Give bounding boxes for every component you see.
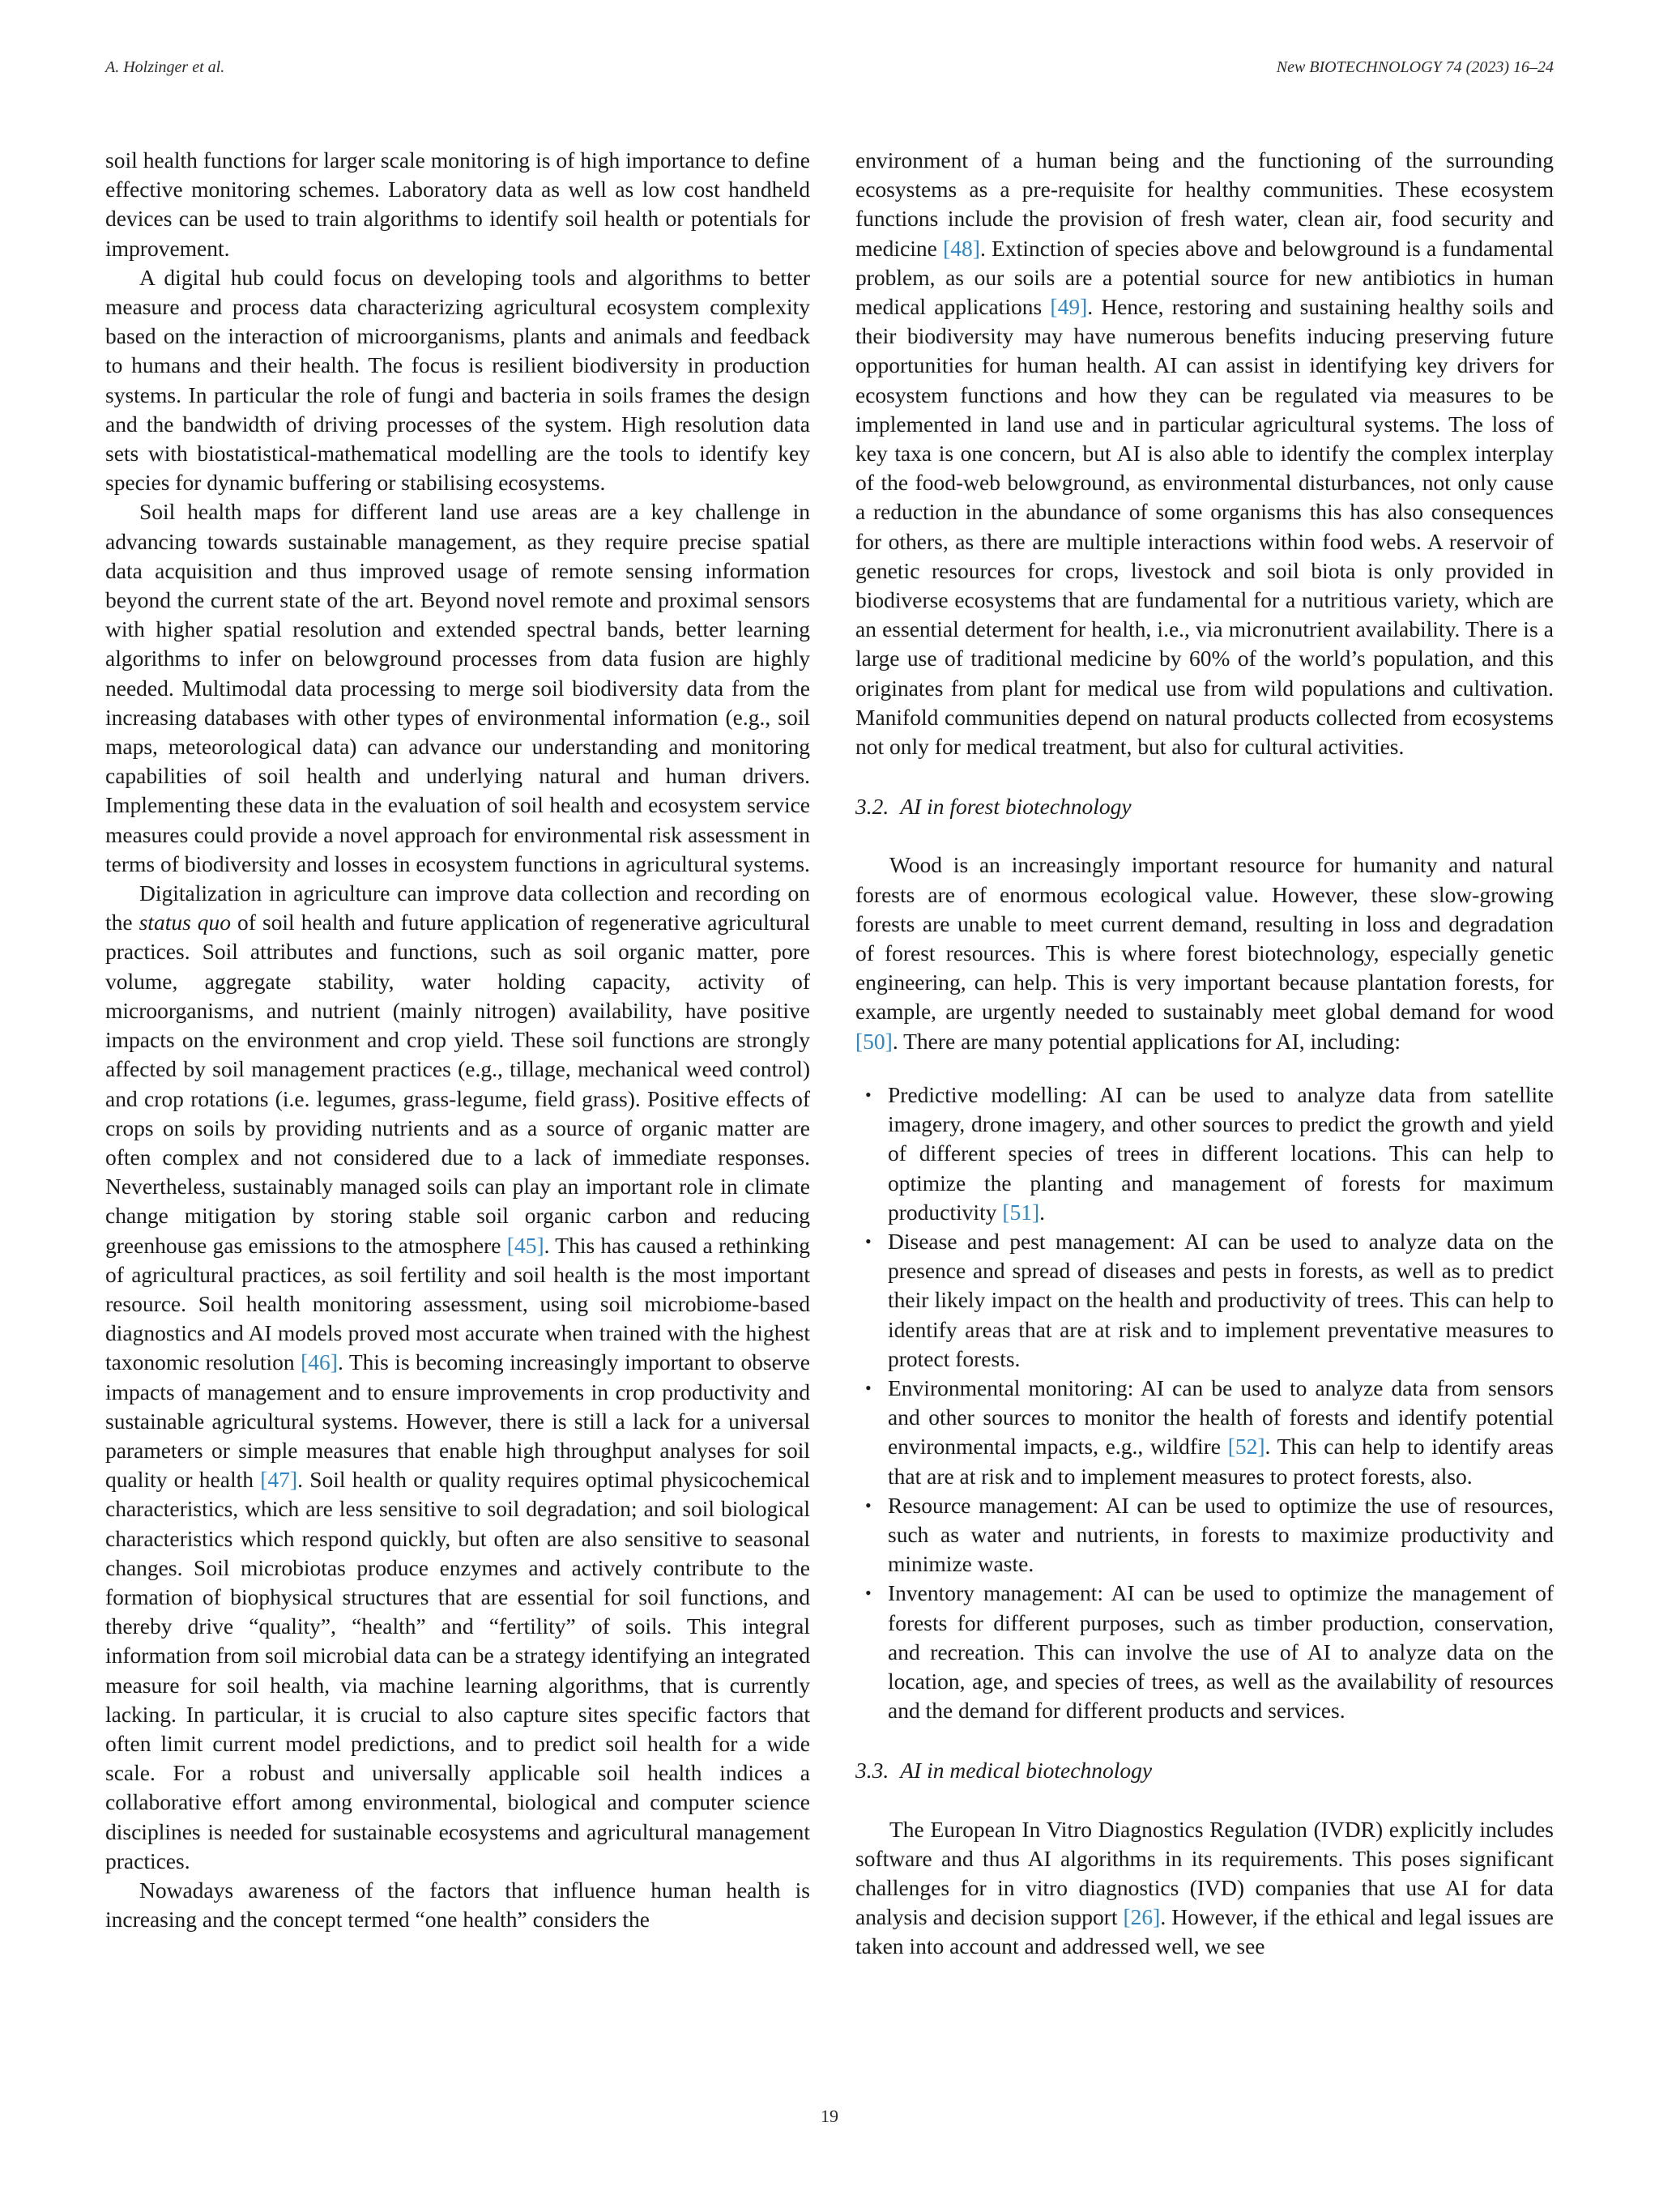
list-item-text: . This can help to identify areas that are at risk and to implement measures to protect forests, also. [888, 1434, 1554, 1489]
list-item-text: Disease and pest management: AI can be used to analyze data on the presence and spread of diseases and pests in forests, as well as to predict their likely impact on the health and productivity of trees. This can help to identify areas that are at risk and to implement preventative measures to protect forests. [888, 1228, 1554, 1371]
paragraph-text: Wood is an increasingly important resource for humanity and natural forests are of enormous ecological value. However, these slow-growing forests are unable to meet current demand, resulting in loss and degradation of forest resources. This is where forest biotechnology, especially genetic engineering, can help. This is very important because plantation forests, for example, are urgently needed to sustainably meet global demand for wood [855, 852, 1554, 1025]
list-item-text: Predictive modelling: AI can be used to analyze data from satellite imagery, drone imagery, and other sources to predict the growth and yield of different species of trees in different locations. This can help to optimize the planting and management of forests for maximum productivity [888, 1081, 1554, 1225]
emphasis-status-quo: status quo [139, 910, 232, 936]
bullet-icon: • [865, 1583, 872, 1604]
bullet-icon: • [865, 1494, 872, 1515]
section-number: 3.2. [855, 794, 889, 820]
bullet-list [855, 1080, 1554, 1725]
citation-link[interactable]: [49] [1050, 294, 1088, 320]
paragraph-text: . However, if the ethical and legal issues are taken into account and addressed well, we see [855, 1904, 1554, 1959]
list-item [855, 1579, 1554, 1725]
paragraph: A digital hub could focus on developing tools and algorithms to better measure and process data characterizing agricultural ecosystem complexity based on the interaction of microorganisms, plants and animals and feedback to humans and their health. The focus is resilient biodiversity in production systems. In particular the role of fungi and bacteria in soils frames the design and the bandwidth of driving processes of the system. High resolution data sets with biostatistical-mathematical modelling are the tools to identify key species for dynamic buffering or stabilising ecosystems. [105, 264, 810, 496]
citation-link[interactable]: [48] [943, 235, 980, 261]
citation-link[interactable]: [52] [1227, 1434, 1265, 1460]
list-item [855, 1080, 1554, 1227]
paragraph: Soil health maps for different land use areas are a key challenge in advancing towards sustainable management, as they require precise spatial data acquisition and thus improved usage of remote sensing information beyond the current state of the art. Beyond novel remote and proximal sensors with higher spatial resolution and extended spectral bands, better learning algorithms to infer on belowground processes from data fusion are highly needed. Multimodal data processing to merge soil biodiversity data from the increasing databases with other types of environmental information (e.g., soil maps, meteorological data) can advance our understanding and monitoring capabilities of soil health and underlying natural and human drivers. Implementing these data in the evaluation of soil health and ecosystem service measures could provide a novel approach for environmental risk assessment in terms of biodiversity and losses in ecosystem functions in agricultural systems. [105, 499, 810, 876]
list-item [855, 1227, 1554, 1374]
paragraph-text: Digitalization in agriculture can improve data collection and recording on the [105, 880, 810, 936]
header-journal: New BIOTECHNOLOGY 74 (2023) 16–24 [1276, 58, 1554, 76]
section-heading-3-3 [855, 1756, 1554, 1785]
list-item-text: Environmental monitoring: AI can be used to analyze data from sensors and other sources to monitor the health of forests and identify potential environmental impacts, e.g., wildfire [888, 1375, 1554, 1460]
paragraph-text: . There are many potential applications for AI, including: [892, 1028, 1401, 1054]
citation-link[interactable]: [45] [506, 1232, 544, 1258]
list-item-text: Inventory management: AI can be used to optimize the management of forests for different purposes, such as timber production, conservation, and recreation. This can involve the use of AI to analyze data on the location, age, and species of trees, as well as the availability of resources and the demand for different products and services. [888, 1580, 1554, 1724]
list-item [855, 1374, 1554, 1491]
right-column [855, 146, 1554, 1962]
bullet-icon: • [865, 1230, 872, 1251]
paragraph [855, 1815, 1554, 1962]
citation-link[interactable]: [47] [260, 1467, 298, 1493]
paragraph: Nowadays awareness of the factors that influence human health is increasing and the concept termed “one health” considers the [105, 1877, 810, 1933]
section-heading-3-2 [855, 792, 1554, 821]
list-item-text: Resource management: AI can be used to optimize the use of resources, such as water and nutrients, in forests to maximize productivity and minimize waste. [888, 1492, 1554, 1577]
paragraph-text: . This has caused a rethinking of agricultural practices, as soil fertility and soil health is the most important resource. Soil health monitoring assessment, using soil microbiome-based diagnostics and AI models proved most accurate when trained with the highest taxonomic resolution [105, 1232, 810, 1375]
paragraph-text: environment of a human being and the functioning of the surrounding ecosystems as a pre-requisite for healthy communities. These ecosystem functions include the provision of fresh water, clean air, food security and medicine [855, 147, 1554, 261]
bullet-icon: • [865, 1377, 872, 1398]
citation-link[interactable]: [50] [855, 1028, 893, 1054]
paragraph: soil health functions for larger scale monitoring is of high importance to define effective monitoring schemes. Laboratory data as well as low cost handheld devices can be used to train algorithms to identify soil health or potentials for improvement. [105, 147, 810, 261]
running-header [105, 58, 1554, 83]
page-number: 19 [821, 2106, 838, 2126]
list-item [855, 1491, 1554, 1579]
left-column [105, 146, 810, 1934]
section-number: 3.3. [855, 1758, 889, 1784]
paragraph-text: . Soil health or quality requires optimal physicochemical characteristics, which are less sensitive to soil degradation; and soil biological characteristics which respond quickly, but often are also sensitive to seasonal changes. Soil microbiotas produce enzymes and actively contribute to the formation of biophysical structures that are essential for soil functions, and thereby drive “quality”, “health” and “fertility” of soils. This integral information from soil microbial data can be a strategy identifying an integrated measure for soil health, via machine learning algorithms, that is currently lacking. In particular, it is crucial to also capture sites specific factors that often limit current model predictions, and to predict soil health for a wide scale. For a robust and universally applicable soil health indices a collaborative effort among environmental, biological and computer science disciplines is needed for sustainable ecosystems and agricultural management practices. [105, 1467, 810, 1873]
paragraph-text: . Hence, restoring and sustaining healthy soils and their biodiversity may have numerous benefits inducing preserving future opportunities for human health. AI can assist in identifying key drivers for ecosystem functions and how they can be regulated via measures to be implemented in land use and in particular agricultural systems. The loss of key taxa is one concern, but AI is also able to identify the complex interplay of the food-web belowground, as environmental disturbances, not only cause a reduction in the abundance of some organisms this has also consequences for others, as there are multiple interactions within food webs. A reservoir of genetic resources for crops, livestock and soil biota is only provided in biodiverse ecosystems that are fundamental for a nutritious variety, which are an essential determent for health, i.e., via micronutrient availability. There is a large use of traditional medicine by 60% of the world’s population, and this originates from plant for medical use from wild populations and cultivation. Manifold communities depend on natural products collected from ecosystems not only for medical treatment, but also for cultural activities. [855, 294, 1554, 760]
citation-link[interactable]: [26] [1123, 1904, 1161, 1930]
citation-link[interactable]: [51] [1002, 1199, 1040, 1225]
citation-link[interactable]: [46] [301, 1349, 338, 1375]
paragraph-text: The European In Vitro Diagnostics Regulation (IVDR) explicitly includes software and thus AI algorithms in its requirements. This poses significant challenges for in vitro diagnostics (IVD) companies that use AI for data analysis and decision support [855, 1816, 1554, 1930]
paragraph [855, 146, 1554, 761]
paragraph-text: of soil health and future application of regenerative agricultural practices. Soil attributes and functions, such as soil organic matter, pore volume, aggregate stability, water holding capacity, activity of microorganisms, and nutrient (mainly nitrogen) availability, have positive impacts on the environment and crop yield. These soil functions are strongly affected by soil management practices (e.g., tillage, mechanical weed control) and crop rotations (i.e. legumes, grass-legume, field grass). Positive effects of crops on soils by providing nutrients and as a source of organic matter are often complex and not considered due to a lack of immediate responses. Nevertheless, sustainably managed soils can play an important role in climate change mitigation by storing stable soil organic carbon and reducing greenhouse gas emissions to the atmosphere [105, 910, 810, 1258]
paragraph [855, 850, 1554, 1055]
section-title: AI in forest biotechnology [900, 794, 1132, 820]
list-item-text: . [1039, 1199, 1046, 1225]
header-authors: A. Holzinger et al. [105, 58, 225, 76]
bullet-icon: • [865, 1084, 872, 1105]
paragraph [105, 879, 810, 1876]
paragraph-text: . Extinction of species above and belowground is a fundamental problem, as our soils are a potential source for new antibiotics in human medical applications [855, 235, 1554, 320]
paragraph-text: . This is becoming increasingly important to observe impacts of management and to ensure improvements in crop productivity and sustainable agricultural systems. However, there is still a lack for a universal parameters or simple measures that enable high throughput analyses for soil quality or health [105, 1349, 810, 1493]
section-title: AI in medical biotechnology [900, 1758, 1153, 1784]
